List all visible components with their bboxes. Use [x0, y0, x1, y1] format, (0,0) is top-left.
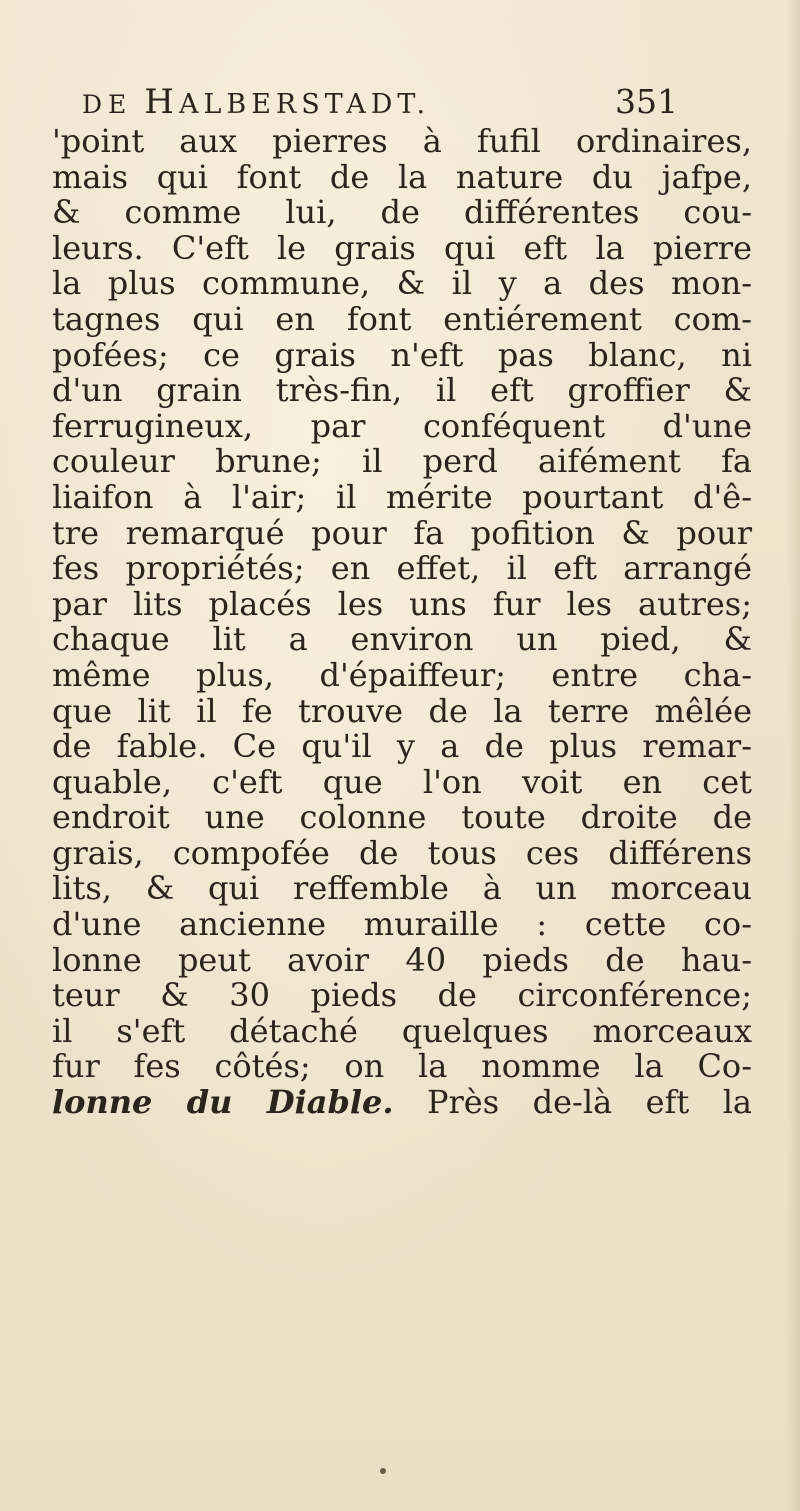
text-line: par lits placés les uns fur les autres; [52, 584, 752, 623]
text-line: lits, & qui reffemble à un morceau [52, 869, 752, 908]
text-line: & comme lui, de différentes cou- [52, 193, 752, 232]
header-prefix: DE [82, 90, 133, 119]
text-line: 'point aux pierres à fufil ordinaires, [52, 122, 752, 160]
text-line: fes propriétés; en effet, il eft arrangé [52, 549, 752, 588]
text-line: chaque lit a environ un pied, & [52, 620, 752, 659]
text-line: la plus commune, & il y a des mon- [52, 264, 752, 303]
text-line: leurs. C'eft le grais qui eft la pierre [52, 228, 752, 267]
text-line: endroit une colonne toute droite de [52, 798, 752, 837]
text-line-last [52, 1085, 752, 1121]
text-line: liaifon à l'air; il mérite pourtant d'ê- [52, 477, 752, 516]
text-line: d'un grain très-fin, il eft groffier & [52, 371, 752, 410]
text-line: pofées; ce grais n'eft pas blanc, ni [52, 335, 752, 374]
running-header [82, 82, 722, 126]
text-line: fur fes côtés; on la nomme la Co- [52, 1047, 752, 1086]
header-title-rest: ALBERSTADT. [178, 89, 431, 120]
text-line: tagnes qui en font entiérement com- [52, 299, 752, 338]
text-line: ferrugineux, par conféquent d'une [52, 406, 752, 445]
text-line: d'une ancienne muraille : cette co- [52, 905, 752, 944]
text-line: grais, compofée de tous ces différens [52, 833, 752, 872]
text-line-rest: Près de-là eft la [393, 1083, 752, 1122]
page-edge-shadow [786, 0, 800, 1511]
header-title [144, 82, 430, 122]
text-line: même plus, d'épaiffeur; entre cha- [52, 655, 752, 694]
header-title-initial: H [144, 82, 179, 122]
text-line: de fable. Ce qu'il y a de plus remar- [52, 727, 752, 766]
ink-speck [380, 1468, 386, 1474]
italic-phrase: lonne du Diable. [52, 1083, 394, 1122]
text-line: teur & 30 pieds de circonférence; [52, 976, 752, 1015]
text-line: il s'eft détaché quelques morceaux [52, 1011, 752, 1050]
text-line: couleur brune; il perd aifément fa [52, 442, 752, 481]
body-text [52, 124, 752, 1121]
page-number: 351 [615, 82, 678, 121]
text-line: lonne peut avoir 40 pieds de hau- [52, 940, 752, 979]
text-line: que lit il fe trouve de la terre mêlée [52, 691, 752, 730]
text-line: mais qui font de la nature du jafpe, [52, 157, 752, 196]
text-line: quable, c'eft que l'on voit en cet [52, 762, 752, 801]
text-line: tre remarqué pour fa pofition & pour [52, 513, 752, 552]
